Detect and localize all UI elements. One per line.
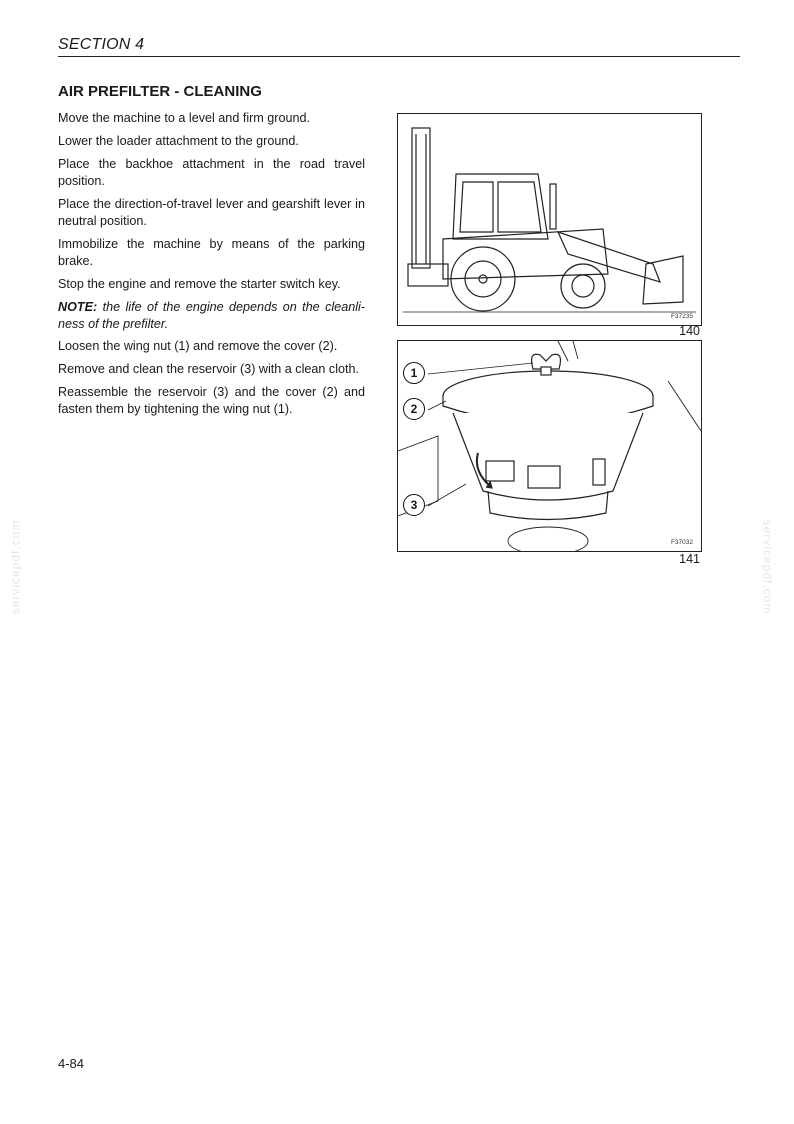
step-paragraph: Stop the engine and remove the starter switch key. [58, 277, 341, 291]
figure-backhoe-loader [397, 113, 702, 326]
step-paragraph: Place the backhoe attachment in the road travel position. [58, 157, 365, 188]
watermark-left: servicepdf.com [8, 519, 23, 615]
step-paragraph: Reassemble the reservoir (3) and the cover (2) and fasten them by tightening the wing nut (1). [58, 385, 365, 416]
figure-code: F37235 [670, 313, 693, 320]
step-paragraph: Move the machine to a level and firm ground. [58, 111, 311, 125]
page-number: 4-84 [58, 1056, 85, 1071]
watermark-right: servicepdf.com [760, 519, 775, 615]
note-text: the life of the engine depends on the cleanli-ness of the prefilter. [58, 300, 365, 331]
figure-code: F37032 [670, 539, 693, 546]
figure-number: 141 [679, 552, 700, 566]
step-paragraph: Lower the loader attachment to the ground. [58, 134, 299, 148]
note-paragraph [58, 299, 365, 333]
step-paragraph: Place the direction-of-travel lever and gearshift lever in neutral position. [58, 197, 365, 228]
body [443, 229, 608, 279]
figure-number: 140 [679, 324, 700, 338]
backhoe-arm [412, 128, 430, 268]
backhoe-illustration [398, 114, 701, 325]
exhaust-stack [550, 184, 556, 229]
prefilter-illustration [398, 341, 701, 551]
section-header: SECTION 4 [58, 36, 145, 53]
procedure-steps [58, 110, 365, 339]
step-paragraph: Remove and clean the reservoir (3) with a clean cloth. [58, 362, 359, 376]
loader-bucket [643, 256, 683, 304]
header-rule [58, 56, 740, 57]
step-paragraph: Immobilize the machine by means of the parking brake. [58, 237, 365, 268]
reservoir-bowl [453, 413, 643, 500]
step-paragraph: Loosen the wing nut (1) and remove the cover (2). [58, 339, 338, 353]
callout-3: 3 [403, 494, 425, 516]
callout-2: 2 [403, 398, 425, 420]
callout-1: 1 [403, 362, 425, 384]
note-label: NOTE: [58, 300, 98, 314]
figure-air-prefilter [397, 340, 702, 552]
front-wheel [561, 264, 605, 308]
cleaning-steps [58, 338, 365, 424]
page-title: AIR PREFILTER - CLEANING [58, 83, 262, 100]
rear-frame [408, 264, 448, 286]
